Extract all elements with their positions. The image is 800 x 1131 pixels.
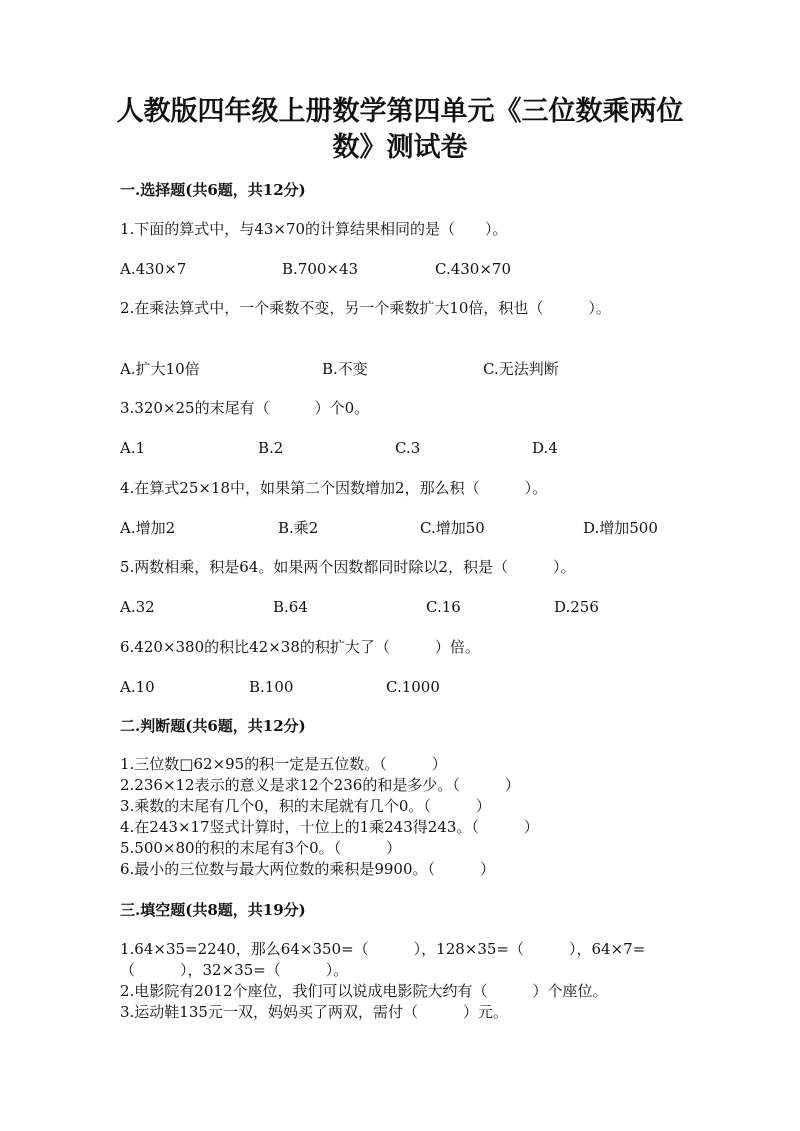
option-4a: A.增加2 bbox=[120, 519, 176, 537]
option-3a: A.1 bbox=[120, 439, 146, 457]
option-5d: D.256 bbox=[554, 598, 599, 616]
question-stem-5: 5.两数相乘，积是64。如果两个因数都同时除以2，积是（ ）。 bbox=[120, 558, 576, 576]
option-5c: C.16 bbox=[426, 598, 461, 616]
judge-item-3: 3.乘数的末尾有几个0，积的末尾就有几个0。（ ） bbox=[120, 797, 491, 815]
title-line-2: 数》测试卷 bbox=[332, 132, 468, 163]
section-heading-choice: 一.选择题(共6题，共12分) bbox=[120, 181, 306, 199]
option-1b: B.700×43 bbox=[282, 260, 359, 278]
option-4d: D.增加500 bbox=[583, 519, 658, 537]
option-4c: C.增加50 bbox=[420, 519, 485, 537]
page-title bbox=[100, 94, 700, 166]
fill-item-2: 2.电影院有2012个座位，我们可以说成电影院大约有（ ）个座位。 bbox=[120, 982, 608, 1000]
option-5a: A.32 bbox=[120, 598, 155, 616]
option-3d: D.4 bbox=[532, 439, 558, 457]
title-line-1: 人教版四年级上册数学第四单元《三位数乘两位 bbox=[116, 96, 684, 127]
option-6a: A.10 bbox=[120, 678, 155, 696]
option-1c: C.430×70 bbox=[435, 260, 511, 278]
section-heading-judge: 二.判断题(共6题，共12分) bbox=[120, 717, 306, 735]
option-6b: B.100 bbox=[249, 678, 294, 696]
option-2c: C.无法判断 bbox=[483, 360, 559, 378]
question-stem-2: 2.在乘法算式中，一个乘数不变，另一个乘数扩大10倍，积也（ ）。 bbox=[120, 299, 611, 317]
fill-item-3: 3.运动鞋135元一双，妈妈买了两双，需付（ ）元。 bbox=[120, 1003, 508, 1021]
fill-item-1: 1.64×35=2240，那么64×350=（ ），128×35=（ ），64×7= bbox=[120, 940, 646, 958]
option-3c: C.3 bbox=[395, 439, 421, 457]
question-stem-4: 4.在算式25×18中，如果第二个因数增加2，那么积（ ）。 bbox=[120, 479, 548, 497]
option-5b: B.64 bbox=[273, 598, 308, 616]
option-2a: A.扩大10倍 bbox=[120, 360, 200, 378]
judge-item-5: 5.500×80的积的末尾有3个0。（ ） bbox=[120, 839, 402, 857]
fill-item-1-cont: （ ），32×35=（ ）。 bbox=[120, 961, 349, 979]
option-6c: C.1000 bbox=[386, 678, 440, 696]
option-3b: B.2 bbox=[258, 439, 284, 457]
judge-item-4: 4.在243×17竖式计算时，十位上的1乘243得243。（ ） bbox=[120, 818, 539, 836]
question-stem-3: 3.320×25的末尾有（ ）个0。 bbox=[120, 399, 370, 417]
option-2b: B.不变 bbox=[322, 360, 368, 378]
option-4b: B.乘2 bbox=[278, 519, 319, 537]
option-1a: A.430×7 bbox=[120, 260, 187, 278]
section-heading-fill: 三.填空题(共8题，共19分) bbox=[120, 901, 306, 919]
judge-item-6: 6.最小的三位数与最大两位数的乘积是9900。（ ） bbox=[120, 860, 495, 878]
question-stem-1: 1.下面的算式中，与43×70的计算结果相同的是（ ）。 bbox=[120, 220, 508, 238]
judge-item-2: 2.236×12表示的意义是求12个236的和是多少。（ ） bbox=[120, 776, 520, 794]
judge-item-1: 1.三位数□62×95的积一定是五位数。（ ） bbox=[120, 755, 447, 773]
question-stem-6: 6.420×380的积比42×38的积扩大了（ ）倍。 bbox=[120, 638, 480, 656]
